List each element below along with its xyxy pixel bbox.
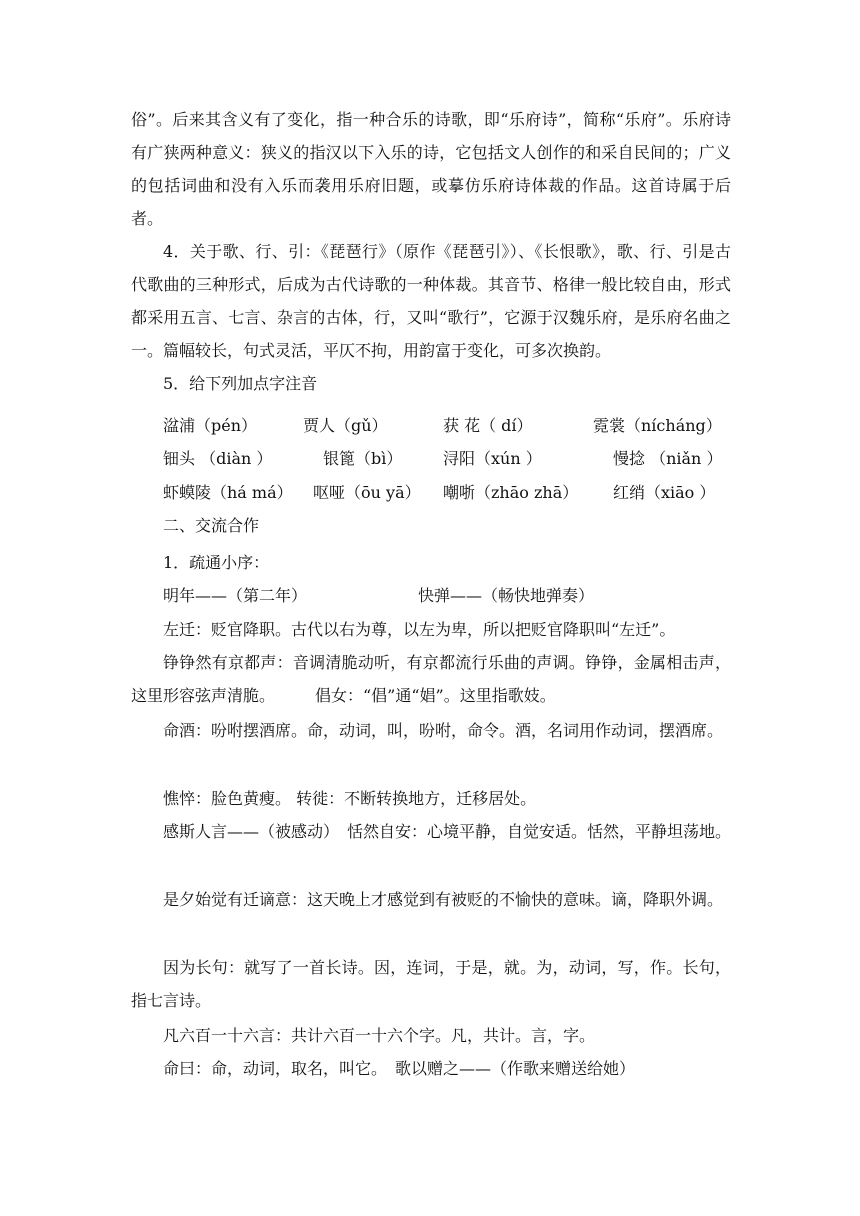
- gloss-gansi: 感斯人言——（被感动） 恬然自安：心境平静，自觉安适。恬然，平静坦荡地。: [163, 822, 732, 841]
- gloss-zhengzheng: 铮铮然有京都声：音调清脆动听，有京都流行乐曲的声调。铮铮，金属相击声，这里形容弦声清脆。 倡女：“倡”通“娼”。这里指歌妓。: [131, 653, 731, 705]
- pinyin-cell: 贾人（gǔ）: [303, 416, 388, 435]
- pinyin-cell: 慢捻 （niǎn ）: [613, 449, 723, 468]
- pinyin-cell: 虾蟆陵（há má）: [163, 483, 293, 502]
- gloss-shixi: 是夕始觉有迁谪意：这天晚上才感觉到有被贬的不愉快的意味。谪，降职外调。: [163, 890, 724, 909]
- pinyin-cell: 银篦（bì）: [323, 449, 403, 468]
- gloss-zuoqian: 左迁：贬官降职。古代以右为尊，以左为卑，所以把贬官降职叫“左迁”。: [163, 620, 676, 639]
- gloss-mingjiu: 命酒：吩咐摆酒席。命，动词，叫，吩咐，命令。酒，名词用作动词，摆酒席。: [163, 721, 724, 740]
- pinyin-cell: 红绡（xiāo ）: [613, 483, 716, 502]
- paragraph-yuefu-definition: 俗”。后来其含义有了变化，指一种合乐的诗歌，即“乐府诗”，简称“乐府”。乐府诗有广狭两种意义：狭义的指汉以下入乐的诗，它包括文人创作的和采自民间的；广义的包括词曲和没有入乐而袭用乐府旧题，或摹仿乐府诗体裁的作品。这首诗属于后者。: [131, 110, 731, 228]
- gloss-yinwei: 因为长句：就写了一首长诗。因，连词，于是，就。为，动词，写，作。长句，指七言诗。: [131, 958, 731, 1010]
- pinyin-cell: 嘲哳（zhāo zhā）: [443, 483, 579, 502]
- pinyin-cell: 霓裳（nícháng）: [593, 416, 722, 435]
- paragraph-item-4-ge-xing-yin: 4．关于歌、行、引：《琵琶行》（原作《琵琶引》）、《长恨歌》，歌、行、引是古代歌曲的三种形式，后成为古代诗歌的一种体裁。其音节、格律一般比较自由，形式都采用五言、七言、杂言的古体，行，又叫“歌行”，它源于汉魏乐府，是乐府名曲之一。篇幅较长，句式灵活，平仄不拘，用韵富于变化，可多次换韵。: [131, 242, 731, 360]
- section-2-heading: 二、交流合作: [163, 516, 260, 535]
- pinyin-cell: 呕哑（ōu yā）: [313, 483, 421, 502]
- pinyin-cell: 湓浦（pén）: [163, 416, 258, 435]
- gloss-kuaitan: 快弹——（畅快地弹奏）: [418, 586, 595, 605]
- pinyin-cell: 浔阳（xún ）: [443, 449, 542, 468]
- sub-heading-xiaoxu: 1．疏通小序：: [163, 553, 270, 572]
- pinyin-cell: 钿头 （diàn ）: [163, 449, 273, 468]
- gloss-qiaocui: 憔悴：脸色黄瘦。 转徙：不断转换地方，迁移居处。: [163, 789, 537, 808]
- pinyin-cell: 获 花（ dí）: [443, 416, 533, 435]
- gloss-mingnian: 明年——（第二年）: [163, 586, 308, 605]
- gloss-fanliu: 凡六百一十六言：共计六百一十六个字。凡，共计。言，字。: [163, 1026, 596, 1045]
- gloss-mingyue: 命曰：命，动词，取名，叫它。 歌以赠之——（作歌来赠送给她）: [163, 1059, 636, 1078]
- item-5-heading: 5．给下列加点字注音: [163, 374, 318, 393]
